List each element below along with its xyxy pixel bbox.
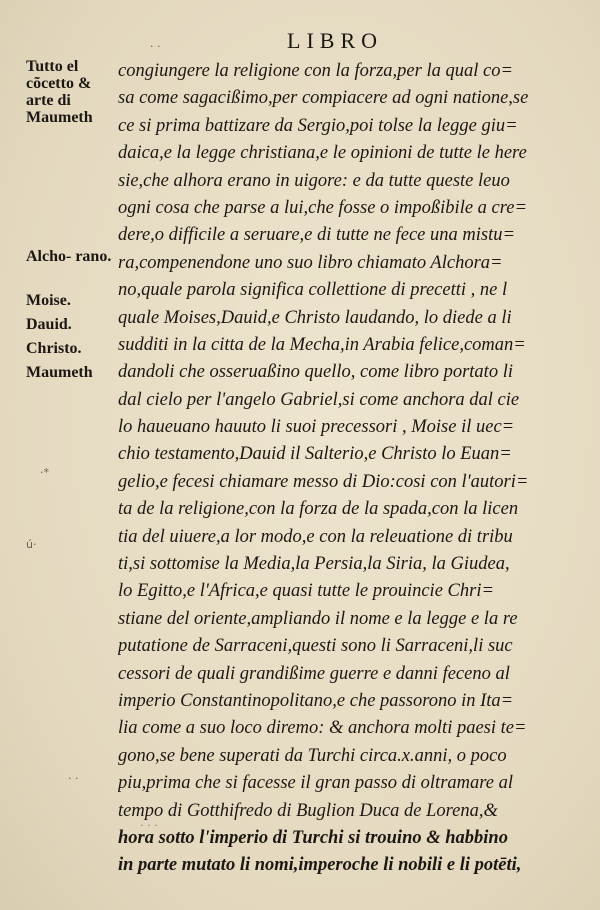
ink-speck: ·* [40,466,49,479]
margin-note-christo: Christo. [26,340,82,357]
text-line: lo haueuano hauuto li suoi precessori , Moise il uec= [118,417,515,438]
margin-note-tutto: Tutto el cõcetto & arte di Maumeth [26,58,93,126]
text-line: sie,che alhora erano in uigore: e da tutte queste leuo [118,170,510,191]
text-line: piu,prima che si facesse il gran passo di oltramare al [118,773,513,794]
text-line: tempo di Gotthifredo di Buglion Duca de Lorena,& [118,800,498,821]
text-line: dere,o difficile a seruare,e di tutte ne fece una mistu= [118,225,515,246]
text-line: lia come a suo loco diremo: & anchora molti paesi te= [118,718,527,739]
text-line: dal cielo per l'angelo Gabriel,si come anchora dal cie [118,389,520,410]
ink-speck: · · · [140,818,158,832]
margin-note-moise: Moise. [26,292,71,309]
text-line: ta de la religione,con la forza de la spada,con la licen [118,499,519,520]
ink-speck: ú· [26,538,37,551]
text-line: ra,compenendone uno suo libro chiamato Alchora= [118,252,503,273]
text-line: chio testamento,Dauid il Salterio,e Christo lo Euan= [118,444,512,465]
text-line: sa come sagacißimo,per compiacere ad ogni natione,se [118,88,529,109]
text-line: quale Moises,Dauid,e Christo laudando, lo diede a li [118,307,512,328]
text-line: in parte mutato li nomi,imperoche li nobili e li potēti, [118,855,522,876]
margin-note-maumeth: Maumeth [26,364,93,381]
margin-note-dauid: Dauid. [26,316,72,333]
text-line: imperio Constantinopolitano,e che passorono in Ita= [118,690,514,711]
text-line: cessori de quali grandißime guerre e danni feceno al [118,663,510,684]
text-line: ogni cosa che parse a lui,che fosse o impoßibile a cre= [118,197,527,218]
text-line: sudditi in la citta de la Mecha,in Arabia felice,coman= [118,334,526,355]
text-line: lo Egitto,e l'Africa,e quasi tutte le prouincie Chri= [118,581,494,602]
text-line: gono,se bene superati da Turchi circa.x.anni, o poco [118,745,507,766]
text-line: ti,si sottomise la Media,la Persia,la Siria, la Giudea, [118,554,510,575]
text-line: dandoli che osseruaßino quello, come libro portato li [118,362,513,383]
text-line: tia del uiuere,a lor modo,e con la releuatione di tribu [118,526,513,547]
running-title: LIBRO [287,28,383,53]
ink-speck: · · [150,40,161,53]
text-line: hora sotto l'imperio di Turchi si trouino & habbino [118,827,508,848]
margin-note-alchorano: Alcho‑ rano. [26,248,112,265]
text-line: stiane del oriente,ampliando il nome e la legge e la re [118,608,518,629]
text-line: congiungere la religione con la forza,per la qual co= [118,61,513,81]
text-line: gelio,e fecesi chiamare messo di Dio:cosi con l'autori= [118,471,529,492]
text-line: ce si prima battizare da Sergio,poi tolse la legge giu= [118,115,518,136]
text-line: no,quale parola significa collettione di precetti , ne l [118,280,508,301]
text-line: putatione de Sarraceni,questi sono li Sarraceni,li suc [118,636,513,657]
ink-speck: · · [68,772,79,785]
text-line: daica,e la legge christiana,e le opinioni de tutte le here [118,143,527,164]
body-text [118,58,558,880]
